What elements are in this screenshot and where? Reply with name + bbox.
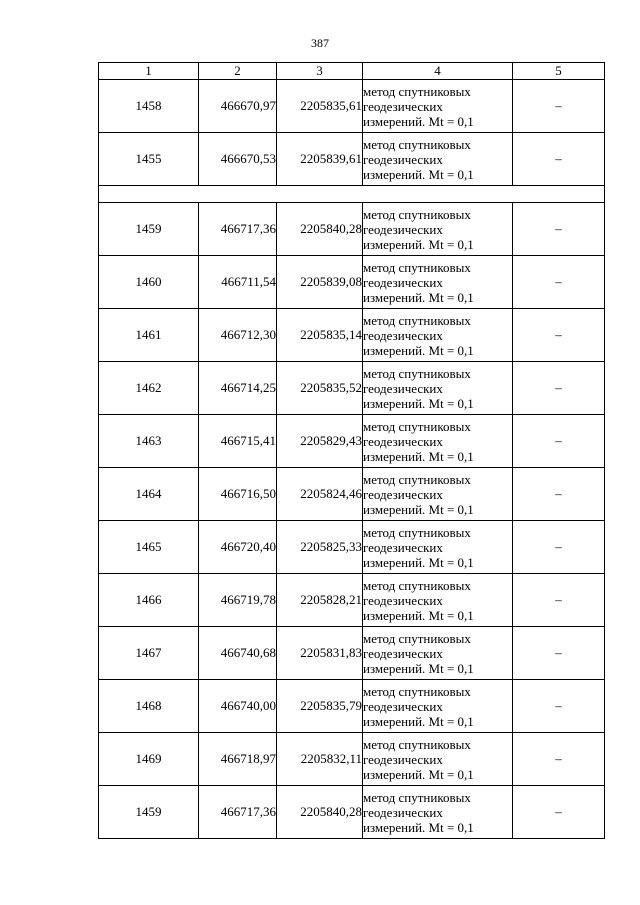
method-line: измерений. Mt = 0,1: [363, 554, 474, 570]
column-5-value: –: [513, 256, 605, 309]
point-number: 1455: [99, 133, 199, 186]
point-number: 1469: [99, 733, 199, 786]
coordinate-y: 2205835,52: [277, 362, 363, 415]
method-cell: [363, 574, 513, 627]
method-cell: [363, 680, 513, 733]
coordinate-x: 466715,41: [199, 415, 277, 468]
method-line: измерений. Mt = 0,1: [363, 166, 474, 182]
method-line: метод спутниковых: [363, 683, 471, 699]
point-number: 1460: [99, 256, 199, 309]
coordinate-x: 466717,36: [199, 203, 277, 256]
method-line: метод спутниковых: [363, 418, 471, 434]
column-5-value: –: [513, 80, 605, 133]
method-cell: [363, 415, 513, 468]
method-line: измерений. Mt = 0,1: [363, 342, 474, 358]
method-cell: [363, 627, 513, 680]
method-line: измерений. Mt = 0,1: [363, 448, 474, 464]
point-number: 1459: [99, 203, 199, 256]
method-line: метод спутниковых: [363, 365, 471, 381]
method-line: метод спутниковых: [363, 259, 471, 275]
separator-row: [99, 186, 605, 203]
coordinate-x: 466719,78: [199, 574, 277, 627]
method-line: геодезических: [363, 327, 443, 343]
point-number: 1462: [99, 362, 199, 415]
coordinate-x: 466740,68: [199, 627, 277, 680]
method-cell: [363, 362, 513, 415]
column-5-value: –: [513, 786, 605, 839]
method-line: геодезических: [363, 433, 443, 449]
coordinate-x: 466670,53: [199, 133, 277, 186]
method-line: метод спутниковых: [363, 736, 471, 752]
column-5-value: –: [513, 309, 605, 362]
coordinate-y: 2205840,28: [277, 203, 363, 256]
column-5-value: –: [513, 627, 605, 680]
separator-cell: [99, 186, 605, 203]
method-cell: [363, 133, 513, 186]
coordinate-y: 2205835,61: [277, 80, 363, 133]
method-line: измерений. Mt = 0,1: [363, 395, 474, 411]
method-line: геодезических: [363, 274, 443, 290]
coordinate-y: 2205824,46: [277, 468, 363, 521]
coordinate-y: 2205840,28: [277, 786, 363, 839]
method-cell: [363, 256, 513, 309]
coordinate-x: 466717,36: [199, 786, 277, 839]
method-line: геодезических: [363, 751, 443, 767]
method-line: измерений. Mt = 0,1: [363, 819, 474, 835]
method-line: метод спутниковых: [363, 577, 471, 593]
coordinate-x: 466720,40: [199, 521, 277, 574]
method-line: метод спутниковых: [363, 136, 471, 152]
column-5-value: –: [513, 680, 605, 733]
column-5-value: –: [513, 521, 605, 574]
point-number: 1466: [99, 574, 199, 627]
coordinates-table: [98, 62, 605, 839]
point-number: 1468: [99, 680, 199, 733]
column-5-value: –: [513, 574, 605, 627]
table-row: [99, 627, 605, 680]
method-line: метод спутниковых: [363, 312, 471, 328]
point-number: 1464: [99, 468, 199, 521]
coordinate-x: 466670,97: [199, 80, 277, 133]
page-number: 387: [311, 36, 329, 50]
column-5-value: –: [513, 133, 605, 186]
method-line: геодезических: [363, 804, 443, 820]
method-line: измерений. Mt = 0,1: [363, 501, 474, 517]
point-number: 1463: [99, 415, 199, 468]
method-line: метод спутниковых: [363, 83, 471, 99]
table-row: [99, 309, 605, 362]
table-row: [99, 521, 605, 574]
coordinate-x: 466712,30: [199, 309, 277, 362]
method-cell: [363, 786, 513, 839]
table-row: [99, 80, 605, 133]
method-line: измерений. Mt = 0,1: [363, 660, 474, 676]
method-cell: [363, 309, 513, 362]
column-header: 2: [199, 63, 277, 80]
method-line: геодезических: [363, 539, 443, 555]
table-row: [99, 415, 605, 468]
coordinate-y: 2205835,14: [277, 309, 363, 362]
column-5-value: –: [513, 733, 605, 786]
coordinate-y: 2205825,33: [277, 521, 363, 574]
table-row: [99, 786, 605, 839]
column-header: 5: [513, 63, 605, 80]
table-row: [99, 362, 605, 415]
point-number: 1467: [99, 627, 199, 680]
table-row: [99, 203, 605, 256]
method-line: метод спутниковых: [363, 471, 471, 487]
coordinate-y: 2205839,61: [277, 133, 363, 186]
method-line: метод спутниковых: [363, 206, 471, 222]
method-line: метод спутниковых: [363, 789, 471, 805]
table-row: [99, 680, 605, 733]
column-header: 4: [363, 63, 513, 80]
method-line: измерений. Mt = 0,1: [363, 289, 474, 305]
method-line: измерений. Mt = 0,1: [363, 766, 474, 782]
method-line: геодезических: [363, 698, 443, 714]
method-cell: [363, 203, 513, 256]
method-line: метод спутниковых: [363, 524, 471, 540]
coordinate-y: 2205828,21: [277, 574, 363, 627]
method-cell: [363, 521, 513, 574]
table-row: [99, 733, 605, 786]
column-header: 3: [277, 63, 363, 80]
column-header: 1: [99, 63, 199, 80]
table-row: [99, 468, 605, 521]
method-line: измерений. Mt = 0,1: [363, 236, 474, 252]
coordinate-x: 466714,25: [199, 362, 277, 415]
column-5-value: –: [513, 203, 605, 256]
method-line: геодезических: [363, 486, 443, 502]
point-number: 1465: [99, 521, 199, 574]
method-cell: [363, 468, 513, 521]
table-row: [99, 256, 605, 309]
table-row: [99, 133, 605, 186]
coordinate-x: 466716,50: [199, 468, 277, 521]
method-line: измерений. Mt = 0,1: [363, 607, 474, 623]
coordinate-x: 466718,97: [199, 733, 277, 786]
column-5-value: –: [513, 415, 605, 468]
method-line: геодезических: [363, 98, 443, 114]
column-5-value: –: [513, 362, 605, 415]
method-line: геодезических: [363, 221, 443, 237]
method-line: метод спутниковых: [363, 630, 471, 646]
table-header-row: [99, 63, 605, 80]
coordinate-y: 2205829,43: [277, 415, 363, 468]
method-cell: [363, 80, 513, 133]
method-line: геодезических: [363, 592, 443, 608]
method-line: измерений. Mt = 0,1: [363, 113, 474, 129]
table-row: [99, 574, 605, 627]
coordinate-y: 2205832,11: [277, 733, 363, 786]
coordinate-x: 466740,00: [199, 680, 277, 733]
point-number: 1461: [99, 309, 199, 362]
method-line: измерений. Mt = 0,1: [363, 713, 474, 729]
coordinate-x: 466711,54: [199, 256, 277, 309]
method-line: геодезических: [363, 380, 443, 396]
coordinate-y: 2205831,83: [277, 627, 363, 680]
method-line: геодезических: [363, 645, 443, 661]
point-number: 1458: [99, 80, 199, 133]
method-cell: [363, 733, 513, 786]
coordinate-y: 2205835,79: [277, 680, 363, 733]
column-5-value: –: [513, 468, 605, 521]
point-number: 1459: [99, 786, 199, 839]
method-line: геодезических: [363, 151, 443, 167]
coordinate-y: 2205839,08: [277, 256, 363, 309]
